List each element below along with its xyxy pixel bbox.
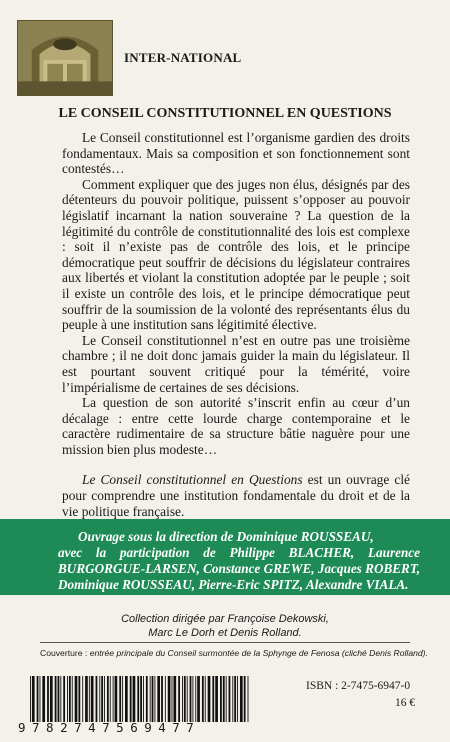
divider: [40, 642, 410, 643]
director-line: Ouvrage sous la direction de Dominique ROUSSEAU,: [78, 529, 374, 544]
collection-line-1: Collection dirigée par Françoise Dekowski,: [121, 613, 329, 625]
paragraph-1: Le Conseil constitutionnel est l’organisme gardien des droits fondamentaux. Mais sa composition et son fonctionnement sont contestés…: [62, 130, 410, 177]
cover-credit: [40, 648, 428, 658]
barcode-number: 9782747569477: [18, 720, 201, 735]
paragraph-2: Comment expliquer que des juges non élus, désignés par des détenteurs du pouvoir politique, puissent s’opposer au pouvoir législatif incarnant la nation souveraine ? La question de la légitimité du contrôle de constitutionnalité des lois est complexe : soit il n’existe pas de contrôle des lois, et le principe démocratique peut souffrir de décisions du législateur contraires aux libertés et violant la constitution adoptée par le peuple ; soit il existe un contrôle des lois, et le principe démocratique peut souffrir de la soumission de la volonté des représentants élus du peuple à une institution sans légitimité élective.: [62, 176, 410, 333]
book-title: LE CONSEIL CONSTITUTIONNEL EN QUESTIONS: [58, 106, 392, 121]
barcode-bars: [28, 676, 254, 722]
cover-credit-text: entrée principale du Conseil surmontée de la Sphynge de Fenosa (cliché Denis Rolland).: [89, 648, 428, 658]
paragraph-5-text: est un ouvrage clé pour comprendre une institution fondamentale du droit et de la vie politique française.: [62, 472, 410, 519]
cover-photo: [17, 20, 113, 96]
cover-credit-label: Couverture :: [40, 648, 90, 658]
isbn: ISBN : 2-7475-6947-0: [306, 680, 411, 692]
paragraph-5-title: Le Conseil constitutionnel en Questions: [82, 472, 303, 488]
contributors-band: [0, 519, 450, 595]
price: 16 €: [395, 697, 416, 709]
collection-credit: [0, 612, 450, 640]
series-name: INTER-NATIONAL: [124, 50, 242, 65]
back-cover-text: [62, 130, 410, 519]
collection-line-2: Marc Le Dorh et Denis Rolland.: [148, 627, 302, 639]
paragraph-5: [62, 472, 410, 519]
contributors-list: avec la participation de Philippe BLACHER, Laurence BURGORGUE-LARSEN, Constance GREWE, Jacques ROBERT, Dominique ROUSSEAU, Pierre-Eric SPITZ, Alexandre VIALA.: [58, 545, 420, 592]
paragraph-4: La question de son autorité s’inscrit enfin au cœur d’un décalage : entre cette lourde charge contemporaine et le caractère rudimentaire de sa structure bâtie naguère pour une mission bien plus modeste…: [62, 395, 410, 457]
barcode: [18, 676, 258, 736]
paragraph-3: Le Conseil constitutionnel n’est en outre pas une troisième chambre ; il ne doit donc jamais guider la main du législateur. Il est pourtant souvent critiqué pour la témérité, voire l’impérialisme de certaines de ses décisions.: [62, 332, 410, 395]
